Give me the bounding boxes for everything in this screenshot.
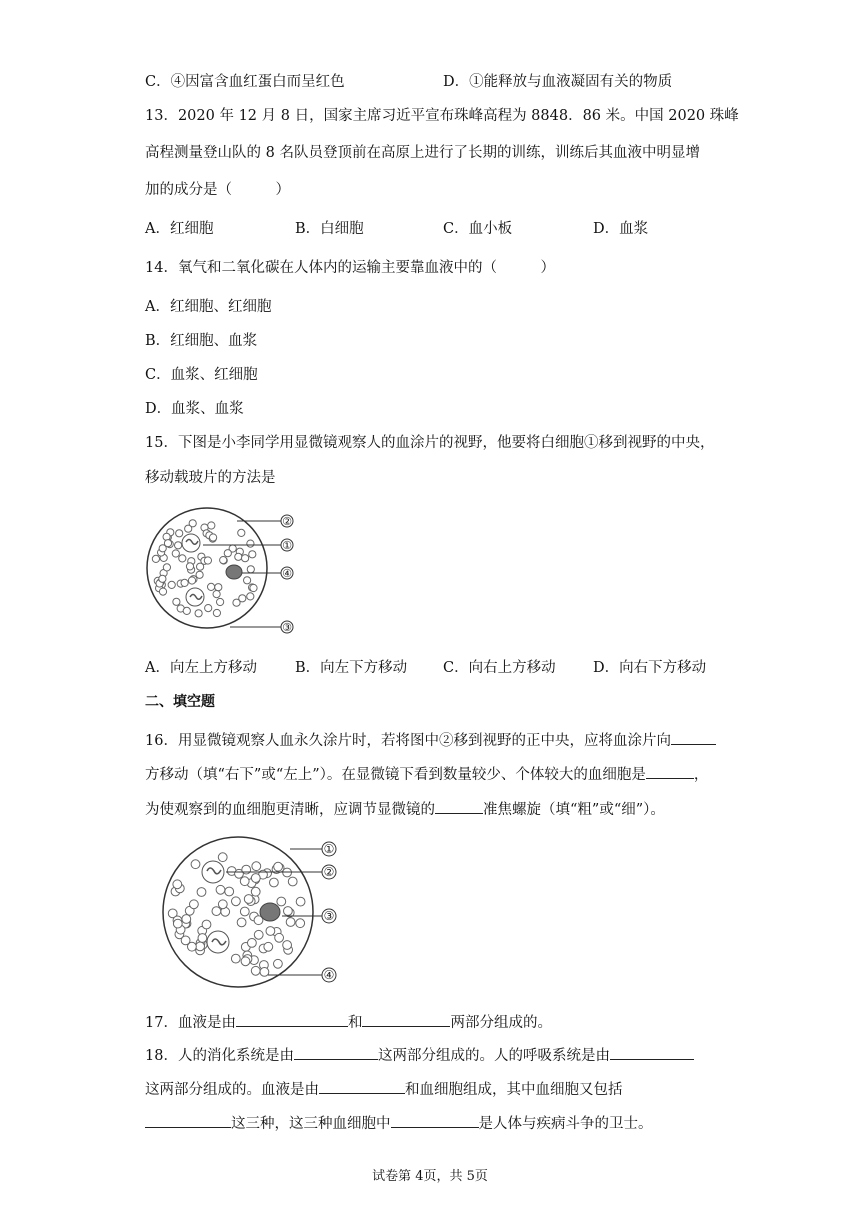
red-blood-cell (173, 919, 182, 928)
q16-text-d: 为使观察到的血细胞更清晰，应调节显微镜的 (145, 802, 435, 818)
q13-stem-line1: 13．2020 年 12 月 8 日，国家主席习近平宣布珠峰高程为 8848．86 米。中国 2020 珠峰 (145, 108, 739, 124)
red-blood-cell (251, 874, 260, 883)
red-blood-cell (283, 941, 292, 950)
red-blood-cell (260, 968, 269, 977)
red-blood-cell (240, 877, 249, 886)
red-blood-cell (247, 593, 254, 600)
q18-blank-5[interactable] (391, 1111, 479, 1128)
q15-option-c: C．向右上方移动 (443, 660, 556, 676)
q14-option-d: D．血浆、血浆 (145, 401, 244, 417)
fig2-label-2: ② (323, 865, 335, 879)
red-blood-cell (242, 555, 249, 562)
red-blood-cell (212, 907, 221, 916)
red-blood-cell (202, 920, 211, 929)
red-blood-cell (173, 598, 180, 605)
red-blood-cell (270, 878, 279, 887)
red-blood-cell (247, 566, 254, 573)
q16-line2 (145, 762, 708, 785)
q18-text-f: 是人体与疾病斗争的卫士。 (478, 1116, 653, 1132)
q16-blank-3[interactable] (435, 797, 483, 814)
q13-option-d: D．血浆 (593, 221, 649, 237)
red-blood-cell (188, 577, 195, 584)
white-blood-cell-1 (202, 861, 224, 883)
red-blood-cell (159, 588, 166, 595)
q14-option-c: C．血浆、红细胞 (145, 367, 258, 383)
q15-stem-line1: 15．下图是小李同学用显微镜观察人的血涂片的视野，他要将白细胞①移到视野的中央， (145, 435, 715, 451)
red-blood-cell (238, 529, 245, 536)
red-blood-cell (247, 540, 254, 547)
fig2-label-3: ③ (323, 909, 335, 923)
q18-text-d: 和血细胞组成，其中血细胞又包括 (405, 1082, 623, 1098)
red-blood-cell (274, 959, 283, 968)
fig1-label-3: ③ (282, 621, 292, 634)
white-blood-cell-2 (186, 588, 204, 606)
red-blood-cell (195, 610, 202, 617)
red-blood-cell (197, 888, 206, 897)
red-blood-cell (181, 579, 188, 586)
q17-blank-2[interactable] (362, 1010, 450, 1027)
q18-text-e: 这三种，这三种血细胞中 (231, 1116, 391, 1132)
red-blood-cell (218, 853, 227, 862)
red-blood-cell (182, 915, 191, 924)
red-blood-cell (250, 584, 257, 591)
q16-text-e: 准焦螺旋（填“粗”或“细”）。 (483, 802, 665, 818)
q17-blank-1[interactable] (236, 1010, 348, 1027)
eosinophil-cell (260, 903, 280, 921)
red-blood-cell (191, 860, 200, 869)
q16-text-c: ， (693, 767, 709, 783)
q17-text-a: 17．血液是由 (145, 1015, 236, 1031)
red-blood-cell (196, 571, 203, 578)
red-blood-cell (210, 534, 217, 541)
red-blood-cell (218, 900, 227, 909)
red-blood-cell (176, 530, 183, 537)
red-blood-cell (252, 862, 261, 871)
q15-option-a: A．向左上方移动 (145, 660, 257, 676)
red-blood-cell (235, 553, 242, 560)
red-blood-cell (242, 865, 251, 874)
q13-option-b: B．白细胞 (295, 221, 364, 237)
q12-option-c: C．④因富含血红蛋白而呈红色 (145, 74, 345, 90)
q18-blank-3[interactable] (319, 1077, 405, 1094)
q13-stem-line2: 高程测量登山队的 8 名队员登顶前在高原上进行了长期的训练，训练后其血液中明显增 (145, 145, 700, 161)
red-blood-cell (205, 605, 212, 612)
red-blood-cell (225, 887, 234, 896)
red-blood-cell (249, 551, 256, 558)
red-blood-cell (244, 577, 251, 584)
q18-blank-2[interactable] (610, 1043, 694, 1060)
q17-text-b: 和 (347, 1015, 363, 1031)
red-blood-cell (286, 918, 295, 927)
red-blood-cell (217, 598, 224, 605)
q14-option-a: A．红细胞、红细胞 (145, 299, 272, 315)
red-blood-cell (213, 609, 220, 616)
q16-blank-2[interactable] (646, 762, 694, 779)
red-blood-cell (244, 895, 253, 904)
red-blood-cell (186, 563, 193, 570)
red-blood-cell (288, 877, 297, 886)
q18-line3 (145, 1111, 653, 1134)
red-blood-cell (296, 897, 305, 906)
q18-blank-4[interactable] (145, 1111, 231, 1128)
red-blood-cell (254, 930, 263, 939)
red-blood-cell (284, 907, 293, 916)
red-blood-cell (296, 919, 305, 928)
red-blood-cell (220, 557, 227, 564)
fig1-label-4: ④ (282, 567, 292, 580)
q15-stem-line2: 移动载玻片的方法是 (145, 470, 276, 486)
red-blood-cell (197, 563, 204, 570)
q13-option-a: A．红细胞 (145, 221, 214, 237)
red-blood-cell (163, 564, 170, 571)
q18-line1 (145, 1043, 694, 1066)
q15-option-d: D．向右下方移动 (593, 660, 707, 676)
red-blood-cell (208, 583, 215, 590)
fig2-label-4: ④ (323, 968, 335, 982)
red-blood-cell (185, 525, 192, 532)
red-blood-cell (179, 555, 186, 562)
red-blood-cell (274, 862, 283, 871)
red-blood-cell (251, 966, 260, 975)
red-blood-cell (231, 954, 240, 963)
red-blood-cell (168, 581, 175, 588)
q18-line2 (145, 1077, 623, 1100)
red-blood-cell (173, 880, 182, 889)
red-blood-cell (204, 557, 211, 564)
fig2-label-1: ① (323, 842, 335, 856)
red-blood-cell (224, 550, 231, 557)
red-blood-cell (232, 897, 241, 906)
q15-option-b: B．向左下方移动 (295, 660, 408, 676)
q14-option-b: B．红细胞、血浆 (145, 333, 258, 349)
red-blood-cell (188, 942, 197, 951)
red-blood-cell (183, 607, 190, 614)
q18-blank-1[interactable] (294, 1043, 378, 1060)
q17-text-c: 两部分组成的。 (450, 1015, 552, 1031)
q18-text-a: 18．人的消化系统是由 (145, 1048, 294, 1064)
red-blood-cell (159, 575, 166, 582)
red-blood-cell (237, 918, 246, 927)
red-blood-cells (168, 853, 305, 977)
red-blood-cell (198, 934, 207, 943)
red-blood-cell (190, 900, 199, 909)
red-blood-cell (239, 595, 246, 602)
red-blood-cell (277, 897, 286, 906)
q18-text-b: 这两部分组成的。人的呼吸系统是由 (377, 1048, 610, 1064)
q16-line1 (145, 728, 716, 751)
red-blood-cell (241, 957, 250, 966)
red-blood-cell (275, 933, 284, 942)
red-blood-cell (216, 885, 225, 894)
section-title-fill-in: 二、填空题 (145, 694, 215, 710)
red-blood-cell (213, 591, 220, 598)
red-blood-cell (240, 907, 249, 916)
red-blood-cell (251, 887, 260, 896)
q12-option-d: D．①能释放与血液凝固有关的物质 (443, 74, 673, 90)
white-blood-cell-1 (182, 534, 200, 552)
q16-text-a: 16．用显微镜观察人血永久涂片时，若将图中②移到视野的正中央，应将血涂片向 (145, 733, 671, 749)
red-blood-cell (208, 522, 215, 529)
red-blood-cell (196, 942, 205, 951)
white-blood-cell-2 (207, 931, 229, 953)
eosinophil-cell (226, 565, 242, 579)
red-blood-cell (164, 540, 171, 547)
red-blood-cell (264, 942, 273, 951)
red-blood-cell (248, 939, 257, 948)
q13-stem-line3: 加的成分是（ ） (145, 182, 290, 198)
red-blood-cell (152, 555, 159, 562)
q16-line3 (145, 797, 665, 820)
fig1-label-2: ② (282, 515, 292, 528)
q16-blank-1[interactable] (671, 728, 716, 745)
q14-stem: 14．氧气和二氧化碳在人体内的运输主要靠血液中的（ ） (145, 260, 555, 276)
q17-line (145, 1010, 552, 1033)
q13-option-c: C．血小板 (443, 221, 513, 237)
page-footer: 试卷第 4页，共 5页 (372, 1169, 488, 1184)
q15-blood-smear-figure (145, 505, 305, 635)
red-blood-cell (172, 550, 179, 557)
red-blood-cell (215, 584, 222, 591)
q16-text-b: 方移动（填“右下”或“左上”）。在显微镜下看到数量较少、个体较大的血细胞是 (145, 767, 646, 783)
red-blood-cell (266, 927, 275, 936)
red-blood-cell (175, 542, 182, 549)
q16-blood-smear-figure (160, 832, 370, 992)
fig1-label-1: ① (282, 539, 292, 552)
q18-text-c: 这两部分组成的。血液是由 (145, 1082, 319, 1098)
